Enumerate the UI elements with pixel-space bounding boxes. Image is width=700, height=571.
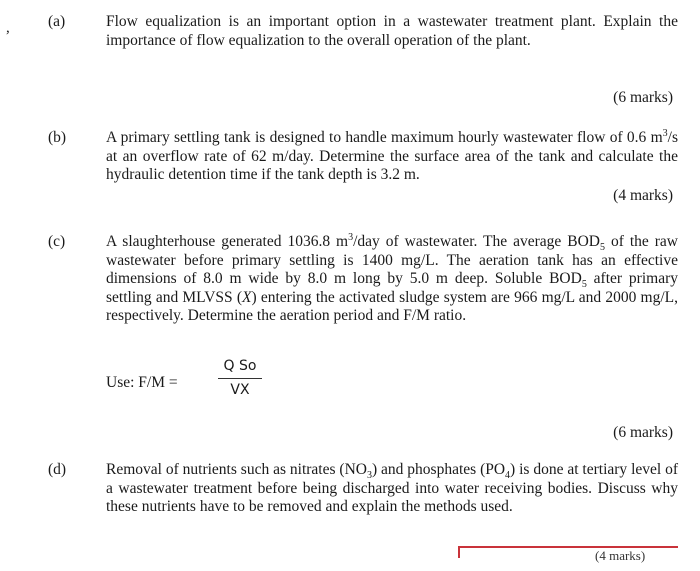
question-label: (a) [48, 13, 66, 30]
question-text: A slaughterhouse generated 1036.8 $m^3$/day of wastewater. The average $BOD_5$ of the raw wastewater before primary settling is 1400 mg/L. The aeration tank has an effective dimensions of 8.0 m wide by 8.0 m long by 5.0 m deep. Soluble $BOD_5$ after primary settling and MLVSS (X) entering the activated sludge system are 966 mg/L and 2000 mg/L, respectively. Determine the aeration period and F/M ratio. [106, 231, 678, 324]
question-text: Flow equalization is an important option in a wastewater treatment plant. Explain the importance of flow equalization to the overall operation of the plant. [106, 13, 678, 49]
marks-label: (6 marks) [613, 89, 673, 106]
formula-prefix: Use: F/M = [106, 374, 178, 391]
fraction-numerator: Q So [223, 358, 257, 374]
question-label: (d) [48, 461, 67, 478]
question-label: (b) [48, 129, 67, 146]
stray-mark: , [6, 20, 10, 36]
fm-fraction [218, 358, 262, 398]
question-text: A primary settling tank is designed to handle maximum hourly wastewater flow of 0.6 $m^3/s$ at an overflow rate of 62 m/day. Determine the surface area of the tank and calculate the hydraulic detention time if the tank depth is 3.2 m. [106, 127, 678, 183]
question-text: Removal of nutrients such as nitrates $(NO_3)$ and phosphates $(PO_4)$ is done at tertiary level of a wastewater treatment before being discharged into water receiving bodies. Discuss why these nutrients have to be removed and explain the methods used. [106, 461, 678, 515]
marks-label: (4 marks) [613, 187, 673, 204]
marks-label-partial: (4 marks) [595, 548, 646, 563]
marks-label: (6 marks) [613, 424, 673, 441]
fraction-bar [218, 378, 262, 379]
question-label: (c) [48, 233, 66, 250]
fraction-denominator: VX [230, 382, 250, 398]
red-bracket-tick [458, 546, 460, 558]
